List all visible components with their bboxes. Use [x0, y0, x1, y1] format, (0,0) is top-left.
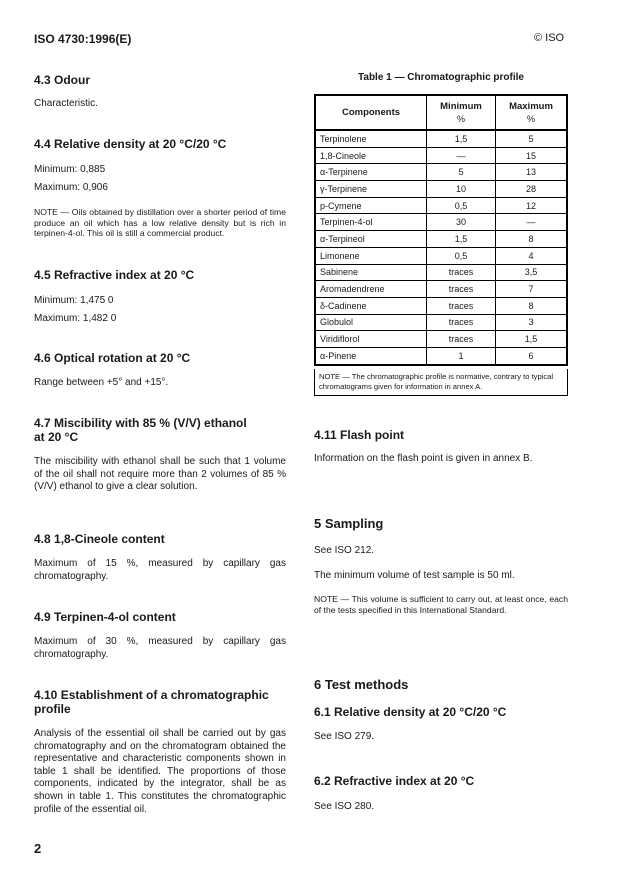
table-row: [316, 197, 566, 214]
section-4-4-minimum: Minimum: 0,885: [34, 164, 106, 175]
section-4-5-heading: 4.5 Refractive index at 20 °C: [34, 268, 195, 282]
maximum-cell: 3: [496, 314, 567, 331]
table-row: [316, 130, 566, 147]
section-4-9-text: Maximum of 30 %, measured by capillary gas chromatography.: [34, 636, 286, 660]
table-row: [316, 281, 566, 298]
minimum-cell: traces: [427, 331, 496, 348]
section-6-heading: 6 Test methods: [314, 677, 409, 692]
table-row: [316, 264, 566, 281]
section-4-6-text: Range between +5° and +15°.: [34, 377, 169, 388]
section-4-10-heading-line2: profile: [34, 702, 71, 716]
section-6-1-text: See ISO 279.: [314, 731, 375, 742]
document-id: ISO 4730:1996(E): [34, 32, 132, 46]
component-cell: α-Terpinene: [316, 164, 427, 181]
section-6-1-heading: 6.1 Relative density at 20 °C/20 °C: [314, 705, 507, 719]
minimum-cell: 5: [427, 164, 496, 181]
minimum-cell: 30: [427, 214, 496, 231]
section-4-6-heading: 4.6 Optical rotation at 20 °C: [34, 351, 191, 365]
section-4-5-maximum: Maximum: 1,482 0: [34, 313, 117, 324]
minimum-cell: 0,5: [427, 197, 496, 214]
component-cell: Aromadendrene: [316, 281, 427, 298]
section-5-text-2: The minimum volume of test sample is 50 ml.: [314, 570, 515, 581]
maximum-cell: 3,5: [496, 264, 567, 281]
minimum-cell: traces: [427, 264, 496, 281]
component-cell: γ-Terpinene: [316, 181, 427, 198]
maximum-cell: 8: [496, 231, 567, 248]
table-row: [316, 231, 566, 248]
table-note: NOTE — The chromatographic profile is normative, contrary to typical chromatograms given for information in annex A.: [314, 369, 568, 396]
component-cell: Terpinolene: [316, 130, 427, 147]
section-4-10-text: Analysis of the essential oil shall be carried out by gas chromatography and on the chromatogram obtained the representative and characteristic components shown in table 1 shall be identified. The proportions of those components, indicated by the integrator, shall be as shown in table 1. This constitutes the chromatographic profile of the essential oil.: [34, 728, 286, 815]
section-4-9-heading: 4.9 Terpinen-4-ol content: [34, 610, 176, 624]
component-cell: Limonene: [316, 247, 427, 264]
maximum-cell: 28: [496, 181, 567, 198]
component-cell: Globulol: [316, 314, 427, 331]
table-row: [316, 181, 566, 198]
minimum-cell: traces: [427, 281, 496, 298]
publisher-mark: © ISO: [534, 32, 565, 44]
section-6-2-text: See ISO 280.: [314, 801, 375, 812]
component-cell: Viridiflorol: [316, 331, 427, 348]
table-row: [316, 247, 566, 264]
maximum-cell: 7: [496, 281, 567, 298]
table-row: [316, 214, 566, 231]
maximum-cell: 8: [496, 297, 567, 314]
maximum-cell: 12: [496, 197, 567, 214]
table-header-row: [316, 96, 566, 130]
maximum-cell: 15: [496, 147, 567, 164]
component-cell: α-Pinene: [316, 347, 427, 363]
maximum-cell: 6: [496, 347, 567, 363]
section-4-8-text: Maximum of 15 %, measured by capillary gas chromatography.: [34, 558, 286, 582]
header-components: Components: [316, 96, 427, 130]
page-number: 2: [34, 841, 42, 856]
header-maximum-label: Maximum: [509, 100, 553, 112]
component-cell: p-Cymene: [316, 197, 427, 214]
section-4-7-text: The miscibility with ethanol shall be such that 1 volume of the oil shall not require more than 2 volumes of 85 % (V/V) ethanol to give a clear solution.: [34, 456, 286, 493]
table-row: [316, 331, 566, 348]
minimum-cell: 1,5: [427, 130, 496, 147]
header-minimum: [427, 96, 496, 130]
section-5-text-1: See ISO 212.: [314, 545, 375, 556]
minimum-cell: 0,5: [427, 247, 496, 264]
section-4-3-heading: 4.3 Odour: [34, 73, 91, 87]
section-4-11-text: Information on the flash point is given in annex B.: [314, 453, 533, 464]
component-cell: Sabinene: [316, 264, 427, 281]
component-cell: α-Terpineol: [316, 231, 427, 248]
header-minimum-unit: %: [456, 113, 465, 124]
table-row: [316, 297, 566, 314]
table-row: [316, 147, 566, 164]
maximum-cell: 4: [496, 247, 567, 264]
table-row: [316, 347, 566, 363]
minimum-cell: traces: [427, 297, 496, 314]
minimum-cell: 10: [427, 181, 496, 198]
section-4-10-heading-line1: 4.10 Establishment of a chromatographic: [34, 688, 269, 702]
component-cell: Terpinen-4-ol: [316, 214, 427, 231]
section-5-heading: 5 Sampling: [314, 516, 384, 531]
header-minimum-label: Minimum: [440, 100, 482, 112]
header-maximum-unit: %: [526, 113, 535, 124]
component-cell: δ-Cadinene: [316, 297, 427, 314]
minimum-cell: 1: [427, 347, 496, 363]
chromatographic-table: [314, 94, 568, 366]
table-row: [316, 164, 566, 181]
maximum-cell: 13: [496, 164, 567, 181]
section-4-4-note: NOTE — Oils obtained by distillation over a shorter period of time produce an oil which has a low relative density but is rich in terpinen-4-ol. This oil is still a commercial product.: [34, 207, 286, 239]
minimum-cell: —: [427, 147, 496, 164]
section-4-4-maximum: Maximum: 0,906: [34, 182, 108, 193]
section-4-11-heading: 4.11 Flash point: [314, 428, 405, 442]
maximum-cell: 5: [496, 130, 567, 147]
table-title: Table 1 — Chromatographic profile: [358, 72, 524, 83]
section-5-note: NOTE — This volume is sufficient to carry out, at least once, each of the tests specified in this International Standard.: [314, 594, 568, 615]
maximum-cell: 1,5: [496, 331, 567, 348]
section-4-7-heading-line2: at 20 °C: [34, 430, 79, 444]
section-6-2-heading: 6.2 Refractive index at 20 °C: [314, 774, 475, 788]
header-maximum: [496, 96, 567, 130]
section-4-4-heading: 4.4 Relative density at 20 °C/20 °C: [34, 137, 227, 151]
table-row: [316, 314, 566, 331]
maximum-cell: —: [496, 214, 567, 231]
section-4-5-minimum: Minimum: 1,475 0: [34, 295, 114, 306]
section-4-3-text: Characteristic.: [34, 98, 98, 109]
section-4-7-heading-line1: 4.7 Miscibility with 85 % (V/V) ethanol: [34, 416, 247, 430]
section-4-8-heading: 4.8 1,8-Cineole content: [34, 532, 165, 546]
minimum-cell: traces: [427, 314, 496, 331]
minimum-cell: 1,5: [427, 231, 496, 248]
component-cell: 1,8-Cineole: [316, 147, 427, 164]
